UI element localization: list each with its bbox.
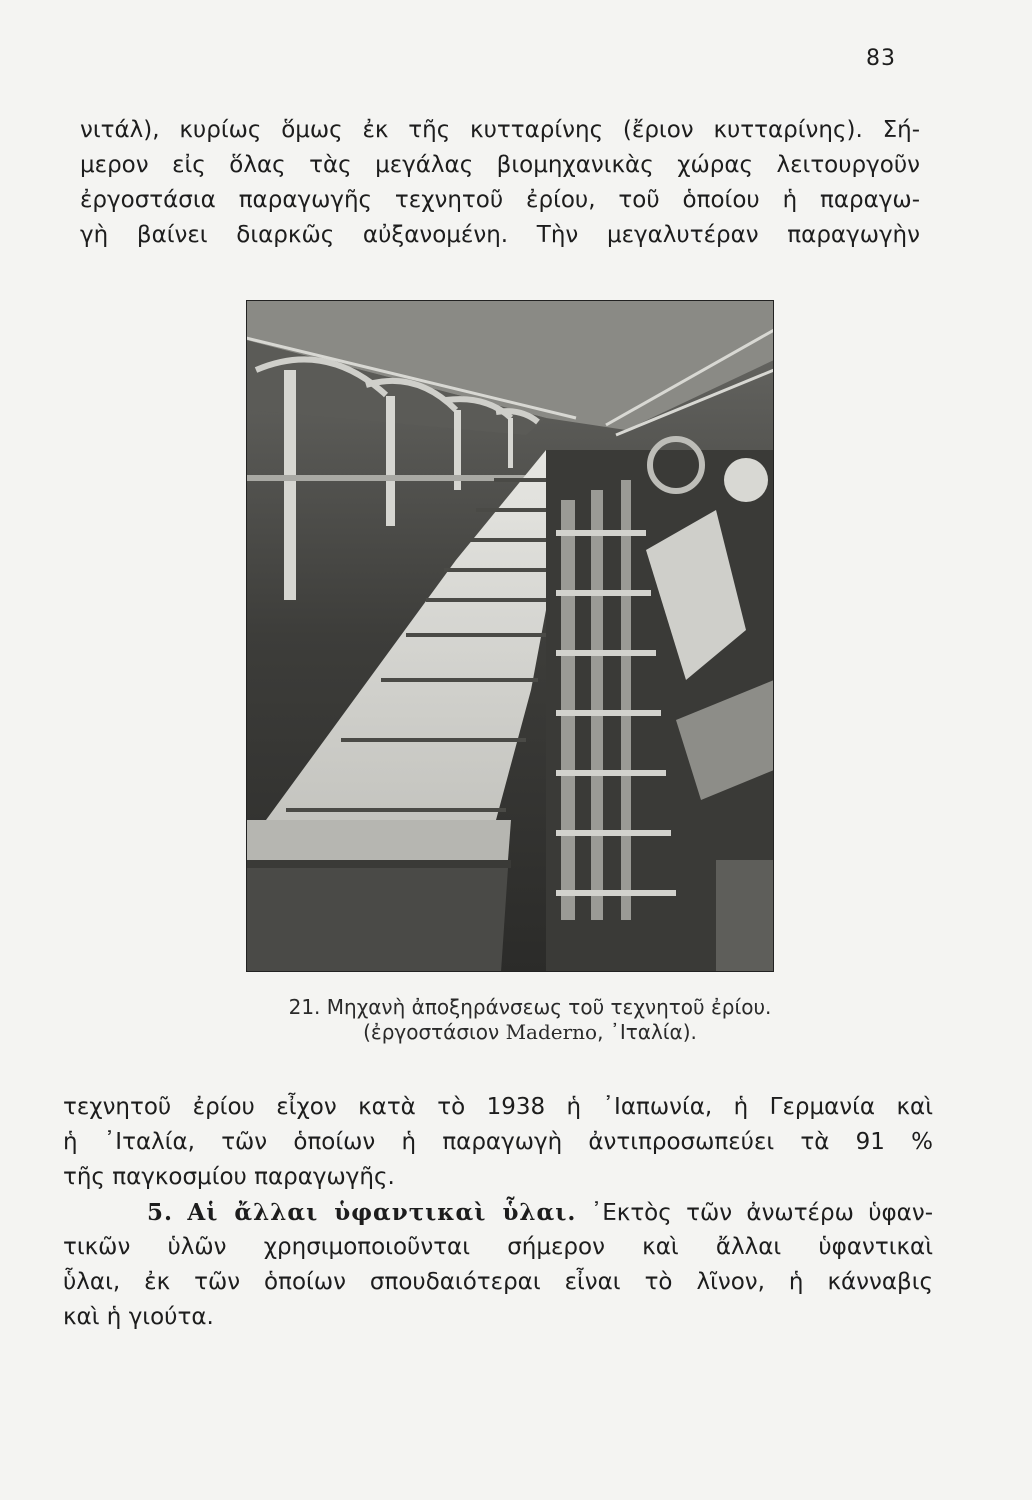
text-line: ἡ ᾿Ιταλία, τῶν ὁποίων ἡ παραγωγὴ ἀντιπροσωπεύει τὰ 91 % (63, 1129, 933, 1155)
figure-caption-source (200, 1020, 860, 1045)
section-number: 5. (147, 1199, 174, 1226)
text-line: τῆς παγκοσμίου παραγωγῆς. (63, 1164, 395, 1190)
text-segment: ᾿Εκτὸς τῶν ἀνωτέρω ὑφαν- (576, 1200, 933, 1226)
section-title: Αἱ ἄλλαι ὑφαντικαὶ ὗλαι. (187, 1199, 577, 1226)
figure-caption: 21. Μηχανὴ ἀποξηράνσεως τοῦ τεχνητοῦ ἐρίου. (288, 995, 772, 1019)
text-line: ὗλαι, ἐκ τῶν ὁποίων σπουδαιότεραι εἶναι τὸ λῖνον, ἡ κάνναβις (63, 1269, 933, 1295)
text-line: ἐργοστάσια παραγωγῆς τεχνητοῦ ἐρίου, τοῦ ὁποίου ἡ παραγω- (80, 187, 920, 213)
page-number: 83 (866, 46, 896, 71)
text-line: τικῶν ὑλῶν χρησιμοποιοῦνται σήμερον καὶ ἄλλαι ὑφαντικαὶ (63, 1234, 933, 1260)
text-line: μερον εἰς ὅλας τὰς μεγάλας βιομηχανικὰς χώρας λειτουργοῦν (80, 152, 920, 178)
caption-source-place: Maderno (505, 1020, 598, 1044)
caption-source-end: , ᾿Ιταλία). (597, 1020, 697, 1044)
text-line: καὶ ἡ γιούτα. (63, 1304, 214, 1330)
text-line: τεχνητοῦ ἐρίου εἶχον κατὰ τὸ 1938 ἡ ᾿Ιαπωνία, ἡ Γερμανία καὶ (63, 1094, 933, 1120)
section-heading-line (63, 1195, 933, 1231)
text-line: γὴ βαίνει διαρκῶς αὐξανομένη. Τὴν μεγαλυτέραν παραγωγὴν (80, 222, 920, 248)
text-line: νιτάλ), κυρίως ὅμως ἐκ τῆς κυτταρίνης (ἔριον κυτταρίνης). Σή- (80, 117, 920, 143)
factory-photo (246, 300, 774, 972)
caption-source-start: (ἐργοστάσιον (363, 1020, 506, 1044)
